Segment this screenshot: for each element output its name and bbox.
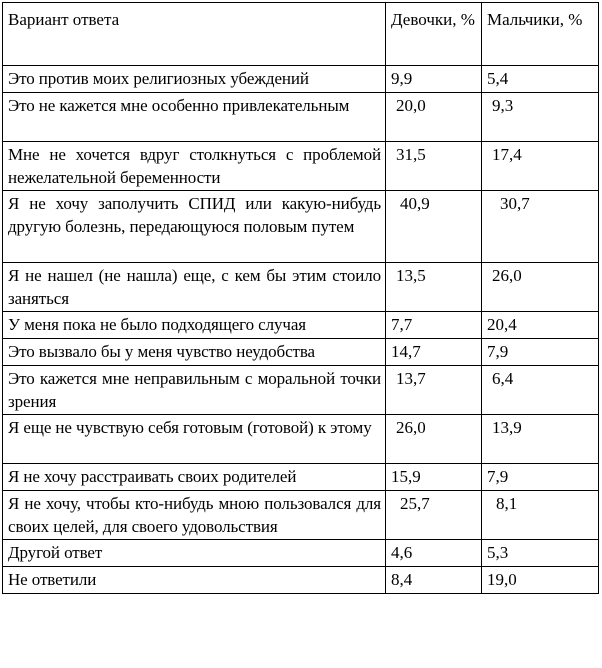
- answer-cell: Я не хочу расстраивать своих родителей: [3, 464, 386, 491]
- boys-value: 8,1: [482, 491, 599, 540]
- table-row: [3, 142, 599, 191]
- girls-value: 13,7: [386, 366, 482, 415]
- boys-value: 26,0: [482, 263, 599, 312]
- table-row: [3, 191, 599, 263]
- table-row: [3, 415, 599, 464]
- table-row: [3, 491, 599, 540]
- girls-value: 25,7: [386, 491, 482, 540]
- table-row: [3, 366, 599, 415]
- table-row: [3, 66, 599, 93]
- header-boys: Мальчики, %: [482, 3, 599, 66]
- boys-value: 7,9: [482, 339, 599, 366]
- answer-cell: Это вызвало бы у меня чувство неудобства: [3, 339, 386, 366]
- girls-value: 14,7: [386, 339, 482, 366]
- header-answer: Вариант ответа: [3, 3, 386, 66]
- boys-value: 5,3: [482, 540, 599, 567]
- answer-cell: Это не кажется мне особенно привлекательным: [3, 93, 386, 142]
- table-row: [3, 567, 599, 594]
- table-row: [3, 93, 599, 142]
- boys-value: 13,9: [482, 415, 599, 464]
- answer-cell: У меня пока не было подходящего случая: [3, 312, 386, 339]
- boys-value: 7,9: [482, 464, 599, 491]
- girls-value: 4,6: [386, 540, 482, 567]
- table-row: [3, 464, 599, 491]
- boys-value: 30,7: [482, 191, 599, 263]
- boys-value: 20,4: [482, 312, 599, 339]
- girls-value: 26,0: [386, 415, 482, 464]
- boys-value: 17,4: [482, 142, 599, 191]
- girls-value: 31,5: [386, 142, 482, 191]
- answer-cell: Я еще не чувствую себя готовым (готовой) к этому: [3, 415, 386, 464]
- table-row: [3, 540, 599, 567]
- answer-cell: Я не нашел (не нашла) еще, с кем бы этим стоило заняться: [3, 263, 386, 312]
- girls-value: 15,9: [386, 464, 482, 491]
- answer-cell: Я не хочу заполучить СПИД или какую-нибудь другую болезнь, передающуюся половым путем: [3, 191, 386, 263]
- answer-cell: Мне не хочется вдруг столкнуться с проблемой нежелательной беременности: [3, 142, 386, 191]
- answer-cell: Это против моих религиозных убеждений: [3, 66, 386, 93]
- boys-value: 9,3: [482, 93, 599, 142]
- boys-value: 19,0: [482, 567, 599, 594]
- survey-table: [2, 2, 599, 594]
- girls-value: 40,9: [386, 191, 482, 263]
- table-row: [3, 263, 599, 312]
- answer-cell: Я не хочу, чтобы кто-нибудь мною пользовался для своих целей, для своего удовольствия: [3, 491, 386, 540]
- girls-value: 8,4: [386, 567, 482, 594]
- table-row: [3, 312, 599, 339]
- girls-value: 13,5: [386, 263, 482, 312]
- girls-value: 20,0: [386, 93, 482, 142]
- boys-value: 6,4: [482, 366, 599, 415]
- answer-cell: Это кажется мне неправильным с моральной точки зрения: [3, 366, 386, 415]
- answer-cell: Не ответили: [3, 567, 386, 594]
- boys-value: 5,4: [482, 66, 599, 93]
- answer-cell: Другой ответ: [3, 540, 386, 567]
- girls-value: 9,9: [386, 66, 482, 93]
- header-row: [3, 3, 599, 66]
- girls-value: 7,7: [386, 312, 482, 339]
- table-row: [3, 339, 599, 366]
- header-girls: Девочки, %: [386, 3, 482, 66]
